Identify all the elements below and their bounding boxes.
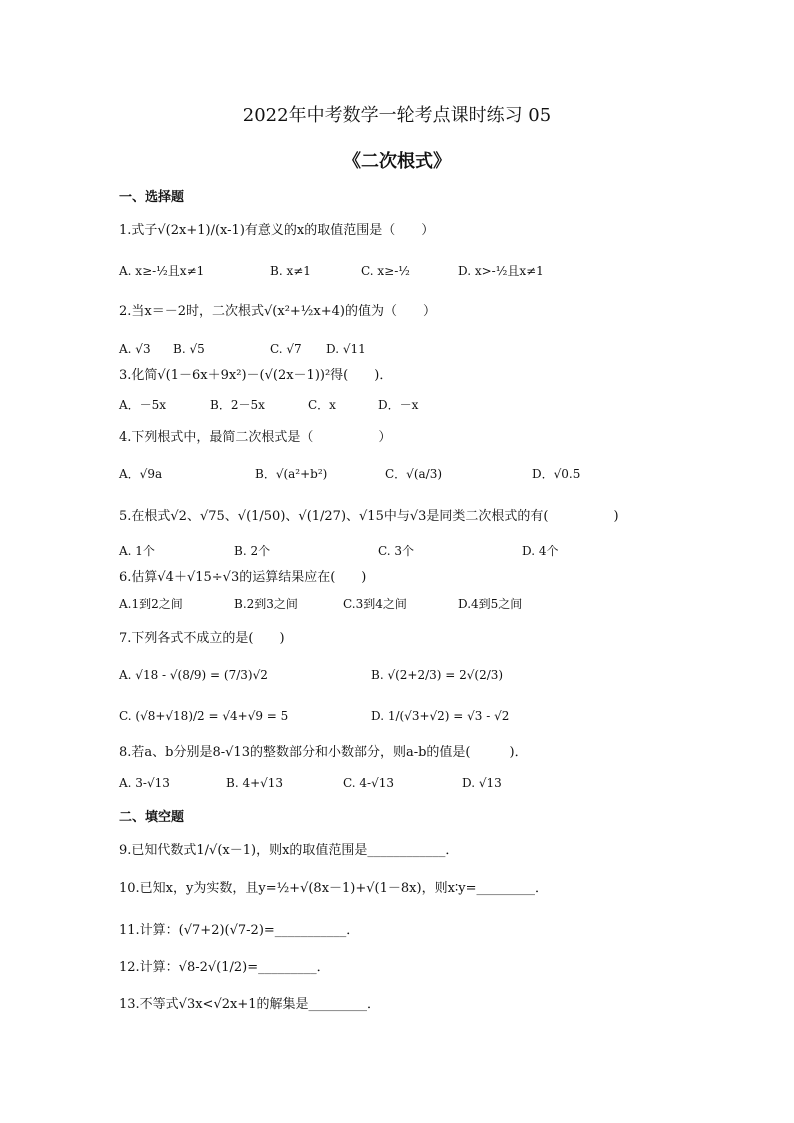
q5-option-c: C. 3个 (378, 544, 415, 558)
q3-option-a: A．－5x (119, 398, 167, 412)
q1-option-b: B. x≠1 (270, 264, 311, 278)
q4-option-a: A．√9a (119, 467, 163, 481)
question-1: 1.式子√(2x+1)/(x-1)有意义的x的取值范围是（ ） (119, 223, 435, 238)
question-12: 12.计算：√8-2√(1/2)=_________． (119, 960, 330, 975)
q5-option-b: B. 2个 (234, 544, 271, 558)
q8-option-b: B. 4+√13 (226, 776, 284, 790)
q7-option-d: D. 1/(√3+√2) = √3 - √2 (371, 709, 510, 723)
q2-option-b: B. √5 (173, 342, 205, 356)
question-13: 13.不等式√3x<√2x+1的解集是_________． (119, 997, 381, 1012)
q2-option-c: C. √7 (270, 342, 302, 356)
q5-option-d: D. 4个 (522, 544, 559, 558)
question-5: 5.在根式√2、√75、√(1/50)、√(1/27)、√15中与√3是同类二次根式的有( ) (119, 509, 619, 524)
q4-option-c: C．√(a/3) (385, 467, 443, 481)
q8-option-c: C. 4-√13 (343, 776, 394, 790)
q5-option-a: A. 1个 (119, 544, 155, 558)
question-3: 3.化简√(1－6x＋9x²)－(√(2x－1))²得( )． (119, 368, 393, 383)
q2-option-a: A. √3 (119, 342, 151, 356)
page-title: 2022年中考数学一轮考点课时练习 05 (242, 105, 552, 126)
q7-option-b: B. √(2+2/3) = 2√(2/3) (371, 668, 504, 682)
q1-option-a: A. x≥-½且x≠1 (119, 264, 205, 278)
question-6: 6.估算√4＋√15÷√3的运算结果应在( ) (119, 570, 367, 585)
q6-option-c: C.3到4之间 (343, 597, 407, 611)
q4-option-b: B．√(a²+b²) (255, 467, 328, 481)
question-8: 8.若a、b分别是8-√13的整数部分和小数部分，则a-b的值是( )． (119, 745, 528, 760)
q4-option-d: D．√0.5 (532, 467, 581, 481)
q2-option-d: D. √11 (326, 342, 366, 356)
q6-option-d: D.4到5之间 (458, 597, 523, 611)
q7-option-a: A. √18 - √(8/9) = (7/3)√2 (119, 668, 268, 682)
question-4: 4.下列根式中，最简二次根式是（ ） (119, 430, 392, 445)
question-2: 2.当x＝－2时，二次根式√(x²+½x+4)的值为（ ） (119, 304, 436, 319)
question-11: 11.计算：(√7+2)(√7-2)=___________． (119, 923, 360, 938)
q3-option-d: D．－x (378, 398, 419, 412)
q1-option-c: C. x≥-½ (361, 264, 410, 278)
question-7: 7.下列各式不成立的是( ) (119, 631, 285, 646)
q3-option-b: B．2－5x (210, 398, 265, 412)
q6-option-a: A.1到2之间 (119, 597, 183, 611)
q8-option-a: A. 3-√13 (119, 776, 170, 790)
q6-option-b: B.2到3之间 (234, 597, 298, 611)
q8-option-d: D. √13 (462, 776, 502, 790)
page-subtitle: 《二次根式》 (343, 151, 451, 172)
question-10: 10.已知x，y为实数，且y=½+√(8x－1)+√(1－8x)，则x∶y=_________． (119, 881, 549, 896)
section-fill-heading: 二、填空题 (119, 810, 185, 825)
q7-option-c: C. (√8+√18)/2 = √4+√9 = 5 (119, 709, 289, 723)
section-choice-heading: 一、选择题 (119, 190, 185, 205)
q1-option-d: D. x>-½且x≠1 (458, 264, 544, 278)
q3-option-c: C．x (308, 398, 336, 412)
question-9: 9.已知代数式1/√(x－1)，则x的取值范围是____________． (119, 843, 459, 858)
